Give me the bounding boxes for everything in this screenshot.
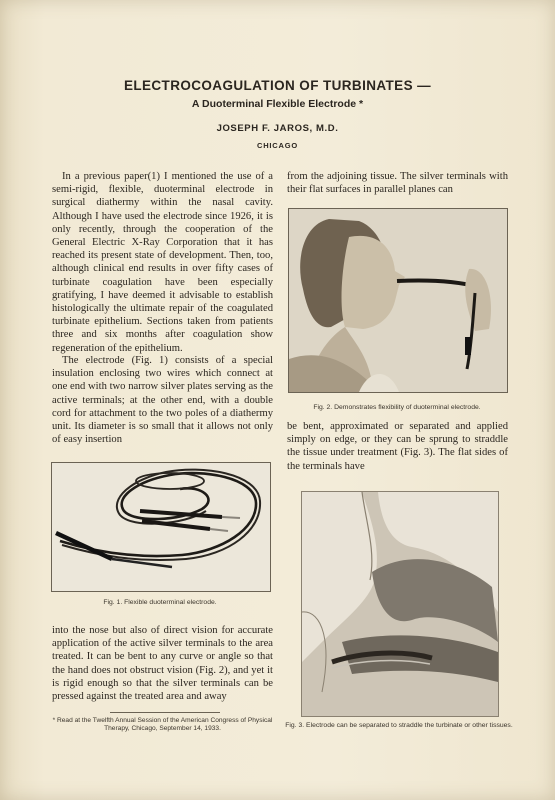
article-subtitle: A Duoterminal Flexible Electrode * [191, 98, 364, 110]
paragraph-intro: In a previous paper(1) I mentioned the use of a semi-rigid, flexible, duoterminal electrode in surgical diathermy within the nasal cavity. Although I have used the electrode since 1926, it is only recently, through the cooperation of the General Electric X-Ray Corporation that it has reached its present state of development. Then, too, although clinical end results in over fifty cases of turbinate coagulation have been especially gratifying, I have deemed it advisable to establish histologically the ultimate repair of the coagulated turbinate epithelium. Sections taken from patients three and six months after coagulation show regeneration of the epithelium. [52, 171, 273, 354]
patient-profile-photo [289, 209, 507, 392]
figure-1-caption: Fig. 1. Flexible duoterminal electrode. [103, 599, 217, 606]
author-city: CHICAGO [256, 141, 299, 150]
figure-1-image [51, 462, 271, 592]
figure-3-caption: Fig. 3. Electrode can be separated to straddle the turbinate or other tissues. [285, 722, 513, 729]
paragraph-silver-terminals: from the adjoining tissue. The silver terminals with their flat surfaces in parallel planes can [287, 171, 508, 196]
paragraph-terminal-application: be bent, approximated or separated and applied simply on edge, or they can be sprung to straddle the tissue under treatment (Fig. 3). The flat sides of the terminals have [287, 421, 508, 472]
paragraph-electrode-description: The electrode (Fig. 1) consists of a special insulation enclosing two wires which connect at one end with two narrow silver plates serving as the active terminals; at the other end, with a double cord for attachment to the two poles of a diathermy unit. Its diameter is so small that it allows not only of easy insertion [52, 355, 273, 446]
author-name: JOSEPH F. JAROS, M.D. [216, 123, 339, 134]
footnote: * Read at the Twelfth Annual Session of the American Congress of Physical Therapy, Chicago, September 14, 1933. [52, 717, 273, 733]
figure-2-photo [288, 208, 508, 393]
figure-3-illustration [301, 491, 499, 717]
electrode-cord-illustration [52, 463, 270, 591]
footnote-divider [110, 712, 220, 713]
figure-2-caption: Fig. 2. Demonstrates flexibility of duoterminal electrode. [313, 404, 481, 411]
article-title: ELECTROCOAGULATION OF TURBINATES — [123, 78, 432, 93]
paragraph-direct-vision: into the nose but also of direct vision for accurate application of the active silver terminals to the area treated. It can be bent to any curve or angle so that the hand does not obstruct vision (Fig. 2), and yet it is rigid enough so that the silver terminals can be pressed against the treated area and away [52, 625, 273, 703]
nasal-cavity-drawing [302, 492, 498, 716]
